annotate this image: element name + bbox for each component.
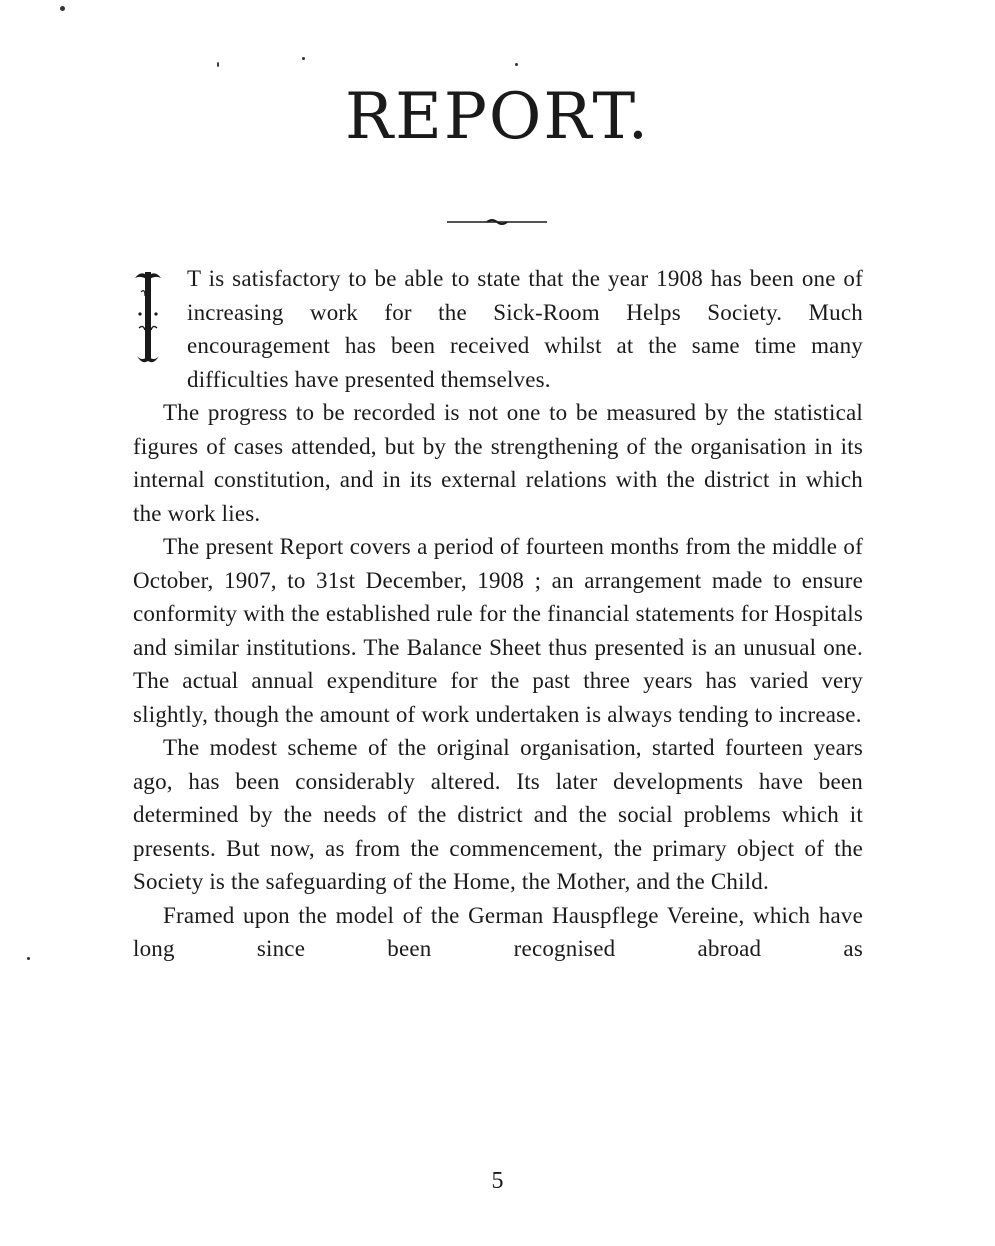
paragraph-3: The present Report covers a period of fourteen months from the middle of October, 1907, to 31st December, 1908 ; an arrangement made to ensure conformity with the established rule for the financial statements for Hospitals and similar institutions. The Balance Sheet thus presented is an unusual one. The actual annual expenditure for the past three years has varied very slightly, though the amount of work undertaken is always tending to increase.: [133, 534, 863, 727]
paragraph-5: Framed upon the model of the German Hauspflege Vereine, which have long since been recognised abroad as: [133, 902, 863, 961]
page-number: 5: [491, 1168, 504, 1194]
ornamental-rule: [447, 217, 547, 227]
report-body: [133, 262, 863, 966]
paragraph-1-text: T is satisfactory to be able to state that the year 1908 has been one of increasing work for the Sick-Room Helps Society. Much encouragement has been received whilst at the same time many difficulties have presented themselves.: [187, 266, 863, 392]
drop-cap: [133, 266, 183, 366]
scan-speck: [27, 957, 30, 960]
scan-speck: [302, 57, 305, 60]
paragraph-4: The modest scheme of the original organisation, started fourteen years ago, has been considerably altered. Its later developments have been determined by the needs of the district and the social problems which it presents. But now, as from the commencement, the primary object of the Society is the safeguarding of the Home, the Mother, and the Child.: [133, 735, 863, 894]
ornamental-initial-icon: [133, 266, 163, 366]
page-title: REPORT.: [344, 80, 651, 154]
paragraph-2: The progress to be recorded is not one to be measured by the statistical figures of cases attended, but by the strengthening of the organisation in its internal constitution, and in its external relations with the district in which the work lies.: [133, 400, 863, 526]
scan-speck: [60, 6, 65, 11]
scan-speck: [217, 62, 219, 67]
scan-speck: [515, 63, 518, 66]
paragraph-1: [133, 262, 863, 396]
